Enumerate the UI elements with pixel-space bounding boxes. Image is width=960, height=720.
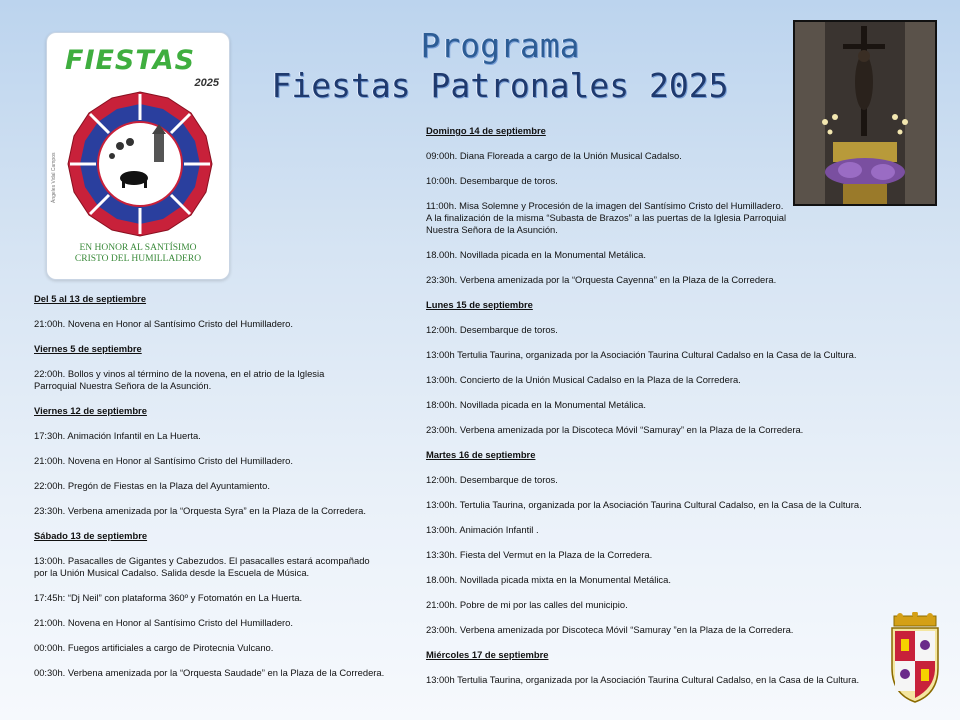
event-item: 23:00h. Verbena amenizada por la Discoteca Móvil “Samuray” en la Plaza de la Corredera. (426, 424, 804, 435)
event-item: 23:00h. Verbena amenizada por Discoteca Móvil “Samuray ”en la Plaza de la Corredera. (426, 624, 794, 635)
day-heading: Martes 16 de septiembre (426, 449, 536, 460)
event-item: 17:45h: “Dj Neil” con plataforma 360º y Fotomatón en La Huerta. (34, 592, 303, 603)
program-column-left (34, 293, 414, 692)
event-item: 13:00h Tertulia Taurina, organizada por la Asociación Taurina Cultural Cadalso en la Casa de la Cultura. (426, 349, 857, 360)
event-item: 13:00h Tertulia Taurina, organizada por la Asociación Taurina Cultural Cadalso, en la Casa de la Cultura. (426, 674, 860, 685)
event-item: 23:30h. Verbena amenizada por la “Orquesta Syra” en la Plaza de la Corredera. (34, 505, 366, 516)
poster-wheel-illustration (65, 89, 215, 239)
event-item: 11:00h. Misa Solemne y Procesión de la imagen del Santísimo Cristo del Humilladero. A la finalización de la misma “Subasta de Brazos” a las puertas de la Iglesia Parroquial Nuestra Señora de la Asunción. (426, 200, 787, 235)
event-item: 13:30h. Fiesta del Vermut en la Plaza de la Corredera. (426, 549, 653, 560)
event-item: 00:30h. Verbena amenizada por la “Orquesta Saudade” en la Plaza de la Corredera. (34, 667, 385, 678)
event-item: 18.00h. Novillada picada mixta en la Monumental Metálica. (426, 574, 671, 585)
event-item: 13:00h. Concierto de la Unión Musical Cadalso en la Plaza de la Corredera. (426, 374, 741, 385)
title-line-1: Programa (420, 26, 580, 65)
event-item: 00:00h. Fuegos artificiales a cargo de Pirotecnia Vulcano. (34, 642, 274, 653)
event-item: 13:00h. Tertulia Taurina, organizada por la Asociación Taurina Cultural Cadalso, en la Casa de la Cultura. (426, 499, 862, 510)
poster-title: FIESTAS (65, 45, 196, 76)
day-heading: Lunes 15 de septiembre (426, 299, 533, 310)
poster-year: 2025 (194, 77, 219, 89)
event-item: 13:00h. Pasacalles de Gigantes y Cabezudos. El pasacalles estará acompañado por la Unión Musical Cadalso. Salida desde la Escuela de Música. (34, 555, 370, 578)
festival-poster (46, 32, 230, 280)
coat-of-arms-icon (888, 612, 942, 704)
event-item: 18.00h. Novillada picada en la Monumental Metálica. (426, 249, 646, 260)
event-item: 10:00h. Desembarque de toros. (426, 175, 558, 186)
event-item: 09:00h. Diana Floreada a cargo de la Unión Musical Cadalso. (426, 150, 682, 161)
event-item: 21:00h. Novena en Honor al Santísimo Cristo del Humilladero. (34, 318, 293, 329)
poster-subtitle (47, 243, 229, 265)
event-item: 21:00h. Novena en Honor al Santísimo Cristo del Humilladero. (34, 455, 293, 466)
day-heading: Viernes 5 de septiembre (34, 343, 142, 354)
page-title (230, 26, 770, 106)
event-item: 23:30h. Verbena amenizada por la “Orquesta Cayenna” en la Plaza de la Corredera. (426, 274, 777, 285)
poster-subtitle-line-2: CRISTO DEL HUMILLADERO (74, 254, 202, 264)
event-item: 12:00h. Desembarque de toros. (426, 474, 558, 485)
program-column-right (426, 125, 916, 699)
event-item: 21:00h. Novena en Honor al Santísimo Cristo del Humilladero. (34, 617, 293, 628)
title-line-2: Fiestas Patronales 2025 (271, 66, 729, 105)
day-heading: Viernes 12 de septiembre (34, 405, 147, 416)
day-heading: Del 5 al 13 de septiembre (34, 293, 147, 304)
day-heading: Sábado 13 de septiembre (34, 530, 148, 541)
day-heading: Domingo 14 de septiembre (426, 125, 546, 136)
event-item: 22:00h. Pregón de Fiestas en la Plaza del Ayuntamiento. (34, 480, 270, 491)
event-item: 18:00h. Novillada picada en la Monumental Metálica. (426, 399, 646, 410)
poster-subtitle-line-1: EN HONOR AL SANTÍSIMO (79, 243, 197, 253)
event-item: 21:00h. Pobre de mi por las calles del municipio. (426, 599, 628, 610)
day-heading: Miércoles 17 de septiembre (426, 649, 549, 660)
event-item: 22:00h. Bollos y vinos al término de la novena, en el atrio de la Iglesia Parroquial Nuestra Señora de la Asunción. (34, 368, 325, 391)
poster-artist: Ángeles Vidal Campos (51, 152, 57, 203)
event-item: 12:00h. Desembarque de toros. (426, 324, 558, 335)
event-item: 13:00h. Animación Infantil . (426, 524, 539, 535)
event-item: 17:30h. Animación Infantil en La Huerta. (34, 430, 201, 441)
